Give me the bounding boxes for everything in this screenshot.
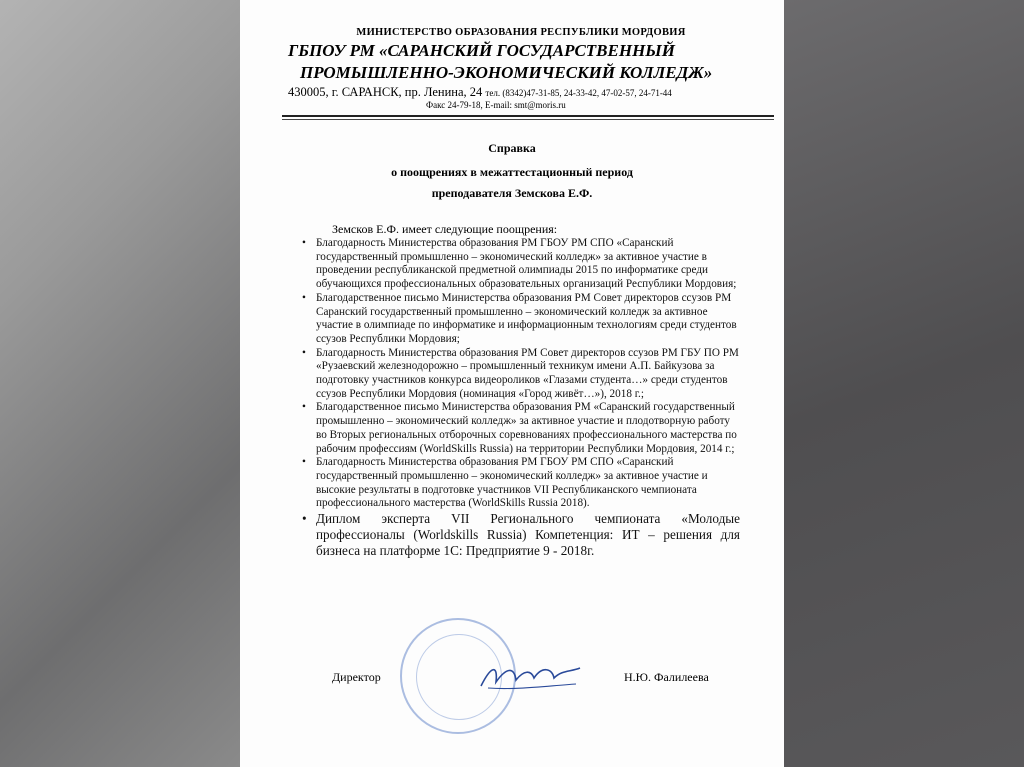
letterhead-address-line — [288, 85, 672, 100]
signer-name: Н.Ю. Фалилеева — [624, 670, 709, 684]
letterhead-ministry: МИНИСТЕРСТВО ОБРАЗОВАНИЯ РЕСПУБЛИКИ МОРДОВИЯ — [356, 27, 686, 38]
document-title: Справка — [488, 141, 536, 155]
letterhead-divider-thin — [282, 119, 774, 120]
list-item: • Благодарственное письмо Министерства образования РМ «Саранский государственный промышленно – экономический колледж» за активное участие и плодотворную работу во Вторых региональных отборочных соревнованиях профессионального мастерства по рабочим профессиям (WorldSkills Russia) на территории Республики Мордовия, 2014 г.; — [302, 401, 740, 456]
list-item: • Благодарственное письмо Министерства образования РМ Совет директоров ссузов РМ Саранский государственный промышленно – экономический колледж за активное участие в олимпиаде по информатике и информационным технологиям среди студентов ссузов Республики Мордовия; — [302, 292, 740, 347]
document-subject: преподавателя Земскова Е.Ф. — [431, 186, 593, 200]
list-item: • Благодарность Министерства образования РМ Совет директоров ссузов РМ ГБУ ПО РМ «Рузаевский железнодорожно – промышленный техникум имени А.П. Байкузова за подготовку участников конкурса видеороликов «Глазами студента…» среди студентов ссузов Республики Мордовия (номинация «Город живёт…»), 2018 г.; — [302, 347, 740, 402]
list-item: • Благодарность Министерства образования РМ ГБОУ РМ СПО «Саранский государственный промышленно – экономический колледж» за активное участие и высокие результаты в подготовке участников VII Республиканского чемпионата профессионального мастерства (WorldSkills Russia 2018). — [302, 456, 740, 511]
letterhead-divider — [282, 115, 774, 117]
letterhead-org-line2: ПРОМЫШЛЕННО-ЭКОНОМИЧЕСКИЙ КОЛЛЕДЖ» — [300, 63, 713, 82]
handwritten-signature — [476, 656, 586, 696]
document-intro: Земсков Е.Ф. имеет следующие поощрения: — [332, 222, 558, 236]
presentation-background-left — [0, 0, 240, 767]
list-item: • Диплом эксперта VII Регионального чемпионата «Молодые профессионалы (Worldskills Russia) Компетенция: ИТ – решения для бизнеса на платформе 1С: Предприятие 9 - 2018г. — [302, 511, 740, 559]
letterhead-address: 430005, г. САРАНСК, пр. Ленина, 24 — [288, 85, 483, 99]
document-page — [240, 0, 784, 767]
letterhead-org-line1: ГБПОУ РМ «САРАНСКИЙ ГОСУДАРСТВЕННЫЙ — [288, 41, 675, 60]
signer-title: Директор — [332, 670, 381, 684]
presentation-background-right — [784, 0, 1024, 767]
awards-list — [302, 237, 740, 559]
letterhead-fax-email: Факс 24-79-18, E-mail: smt@moris.ru — [426, 100, 566, 110]
document-subtitle: о поощрениях в межаттестационный период — [391, 165, 633, 179]
list-item: • Благодарность Министерства образования РМ ГБОУ РМ СПО «Саранский государственный промышленно – экономический колледж» за активное участие в проведении республиканской предметной олимпиады 2015 по информатике среди обучающихся профессиональных образовательных организаций Республики Мордовия; — [302, 237, 740, 292]
letterhead-phones: тел. (8342)47-31-85, 24-33-42, 47-02-57, 24-71-44 — [485, 88, 672, 98]
